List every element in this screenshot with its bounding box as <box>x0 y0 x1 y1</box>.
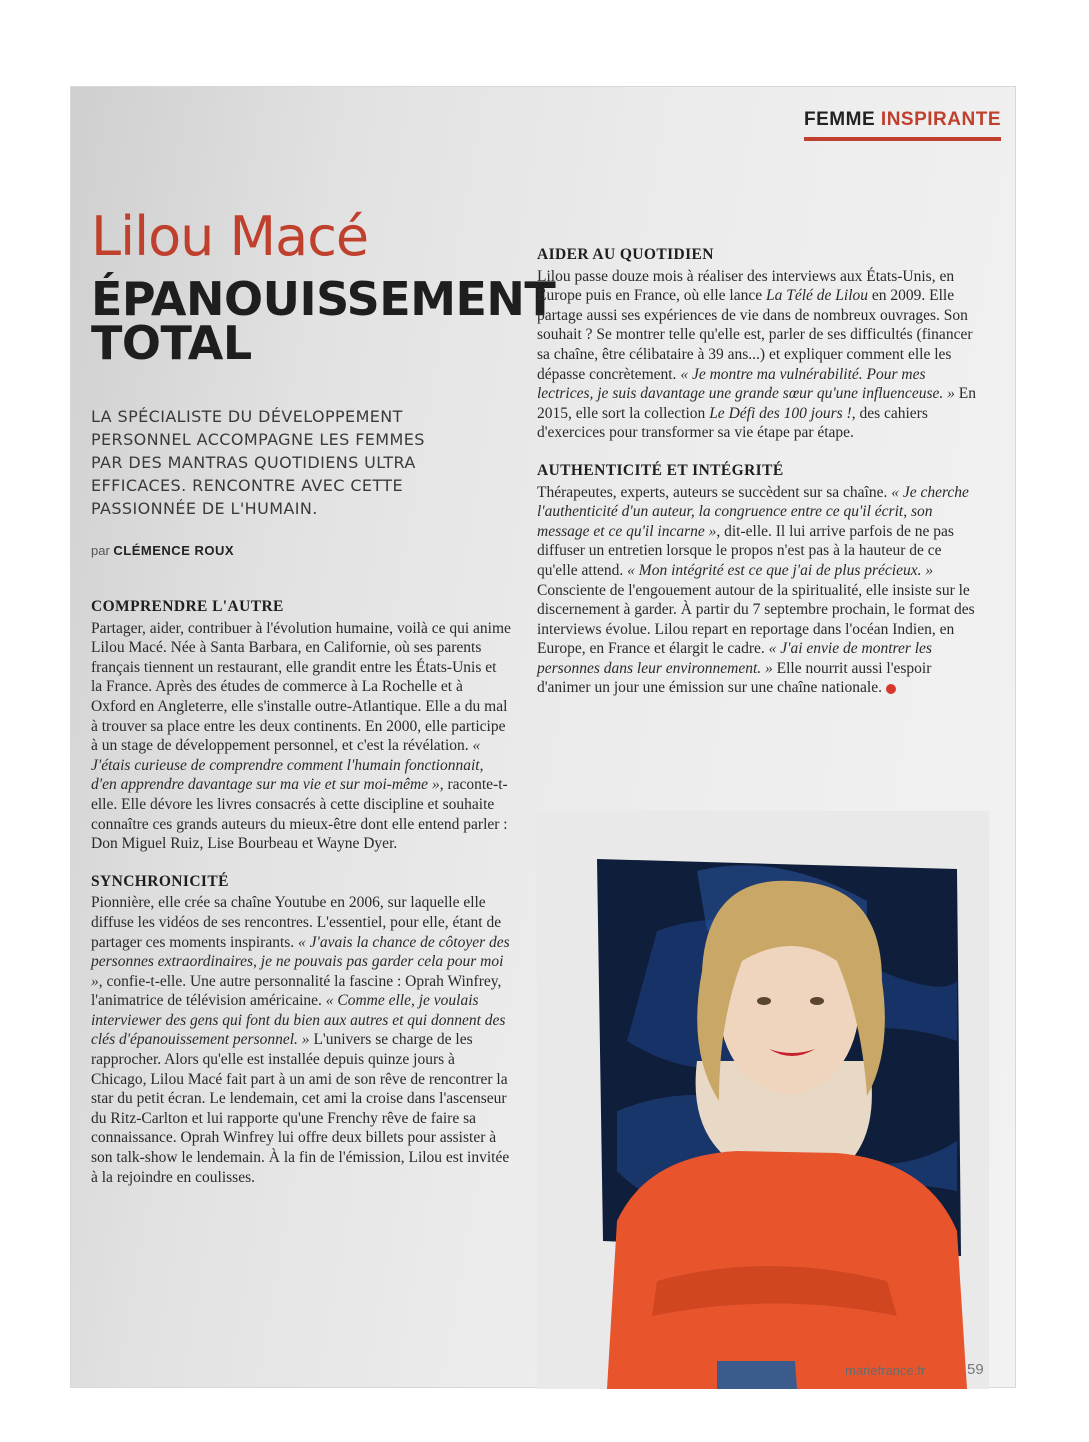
eye-left <box>757 997 771 1005</box>
text: , dit-elle. Il lui arrive parfois de ne pas diffuser un entretien lorsque le propos n'est pas à la hauteur de ce qu'elle attend. <box>537 522 954 579</box>
text: , confie-t-elle. Une autre personnalité la fascine : Oprah Winfrey, l'animatrice de télévision américaine. <box>91 972 502 1010</box>
page-number: 59 <box>967 1361 984 1378</box>
quote: « J'étais curieuse de comprendre comment l'humain fonctionnait, d'en apprendre davantage sur ma vie et sur moi-même » <box>91 737 484 794</box>
rubric-part1: FEMME <box>804 109 876 130</box>
left-column <box>91 597 511 1205</box>
quote: « J'ai envie de montrer les personnes dans leur environnement. » <box>537 640 932 677</box>
article-name-title: Lilou Macé <box>91 205 369 268</box>
eye-right <box>810 997 824 1005</box>
text: Thérapeutes, experts, auteurs se succèdent sur sa chaîne. <box>537 483 892 501</box>
text: L'univers se charge de les rapprocher. Alors qu'elle est installée depuis quinze jours à Chicago, Lilou Macé fait part à un ami de son rêve de rencontrer la star du petit écran. Le lendemain, cet ami la croise dans l'ascenseur du Ritz-Carlton et lui rapporte qu'une Frenchy rêve de faire sa connaissance. Oprah Winfrey lui offre deux billets pour assister à son talk-show le lendemain. À la fin de l'émission, Lilou est invitée à la rejoindre en coulisses. <box>91 1031 510 1186</box>
quote: « Je cherche l'authenticité d'un auteur, la congruence entre ce qu'il écrit, son message et ce qu'il incarne » <box>537 483 969 540</box>
quote: « J'avais la chance de côtoyer des personnes extraordinaires, je ne pouvais pas garder cela pour moi » <box>91 933 510 990</box>
byline-author: CLÉMENCE ROUX <box>113 543 235 558</box>
article-headline: ÉPANOUISSEMENT TOTAL <box>91 272 556 370</box>
paragraph-synchronicite <box>91 893 511 1187</box>
paragraph-comprendre <box>91 619 511 854</box>
footer-website: mariefrance.fr <box>845 1363 926 1378</box>
text: , raconte-t-elle. Elle dévore les livres consacrés à cette discipline et souhaite connaître ces grands auteurs du mieux-être dont elle entend parler : Don Miguel Ruiz, Lise Bourbeau et Wayne Dyer. <box>91 776 508 853</box>
text: En 2015, elle sort la collection <box>537 385 976 422</box>
collection-title: Le Défi des 100 jours ! <box>709 404 852 422</box>
section-rubric <box>804 109 1001 141</box>
text: , des cahiers d'exercices pour transformer sa vie étape par étape. <box>537 404 928 442</box>
right-column <box>537 245 977 716</box>
magazine-page <box>70 86 1016 1388</box>
end-of-article-dot <box>886 684 896 694</box>
text: Lilou passe douze mois à réaliser des interviews aux États-Unis, en Europe puis en France, où elle lance <box>537 267 955 305</box>
portrait-illustration <box>537 811 989 1389</box>
jeans <box>717 1361 797 1389</box>
byline-prefix: par <box>91 543 110 558</box>
portrait-photo <box>537 811 989 1389</box>
text: en 2009. Elle partage aussi ses expériences de vie dans de nombreux ouvrages. Son souhait ? Se montrer telle qu'elle est, parler de ses difficultés (financer sa chaîne, être célibataire à 39 ans...) et expliquer comment elle les dépasse concrètement. <box>537 287 973 383</box>
text: Elle nourrit aussi l'espoir d'animer un jour une émission sur une chaîne nationale. <box>537 659 932 697</box>
quote: « Mon intégrité est ce que j'ai de plus précieux. » <box>627 561 934 579</box>
byline <box>91 543 234 558</box>
quote: « Comme elle, je voulais interviewer des gens qui font du bien aux autres et qui donnent des clés d'épanouissement personnel. » <box>91 992 506 1049</box>
text: Partager, aider, contribuer à l'évolution humaine, voilà ce qui anime Lilou Macé. Née à Santa Barbara, en Californie, où ses parents français tiennent un restaurant, elle grandit entre les États-Unis et la France. Après des études de commerce à La Rochelle et à Oxford en Angleterre, elle s'installe outre-Atlantique. Elle a du mal à trouver sa place entre les deux continents. En 2000, elle participe à un stage de développement personnel, et c'est la révélation. <box>91 619 511 755</box>
subhead-synchronicite: SYNCHRONICITÉ <box>91 872 229 890</box>
subhead-aider: AIDER AU QUOTIDIEN <box>537 246 714 263</box>
quote: « Je montre ma vulnérabilité. Pour mes lectrices, je suis davantage une grande sœur qu'une influenceuse. » <box>537 365 955 403</box>
article-standfirst: LA SPÉCIALISTE DU DÉVELOPPEMENT PERSONNEL ACCOMPAGNE LES FEMMES PAR DES MANTRAS QUOTIDIENS ULTRA EFFICACES. RENCONTRE AVEC CETTE PASSIONNÉE DE L'HUMAIN. <box>91 407 425 518</box>
paragraph-authenticite <box>537 483 977 699</box>
subhead-comprendre: COMPRENDRE L'AUTRE <box>91 598 284 615</box>
text: Consciente de l'engouement autour de la spiritualité, elle insiste sur le discernement à garder. À partir du 7 septembre prochain, le format des interviews évolue. Lilou repart en reportage dans l'océan Indien, en Europe, en France et élargit le cadre. <box>537 581 975 658</box>
text: Pionnière, elle crée sa chaîne Youtube en 2006, sur laquelle elle diffuse les vidéos de ses rencontres. L'essentiel, pour elle, étant de partager ces moments inspirants. <box>91 894 502 951</box>
paragraph-aider <box>537 267 977 443</box>
subhead-authenticite: AUTHENTICITÉ ET INTÉGRITÉ <box>537 461 784 479</box>
show-title: La Télé de Lilou <box>765 287 869 305</box>
rubric-part2: INSPIRANTE <box>880 109 1001 130</box>
